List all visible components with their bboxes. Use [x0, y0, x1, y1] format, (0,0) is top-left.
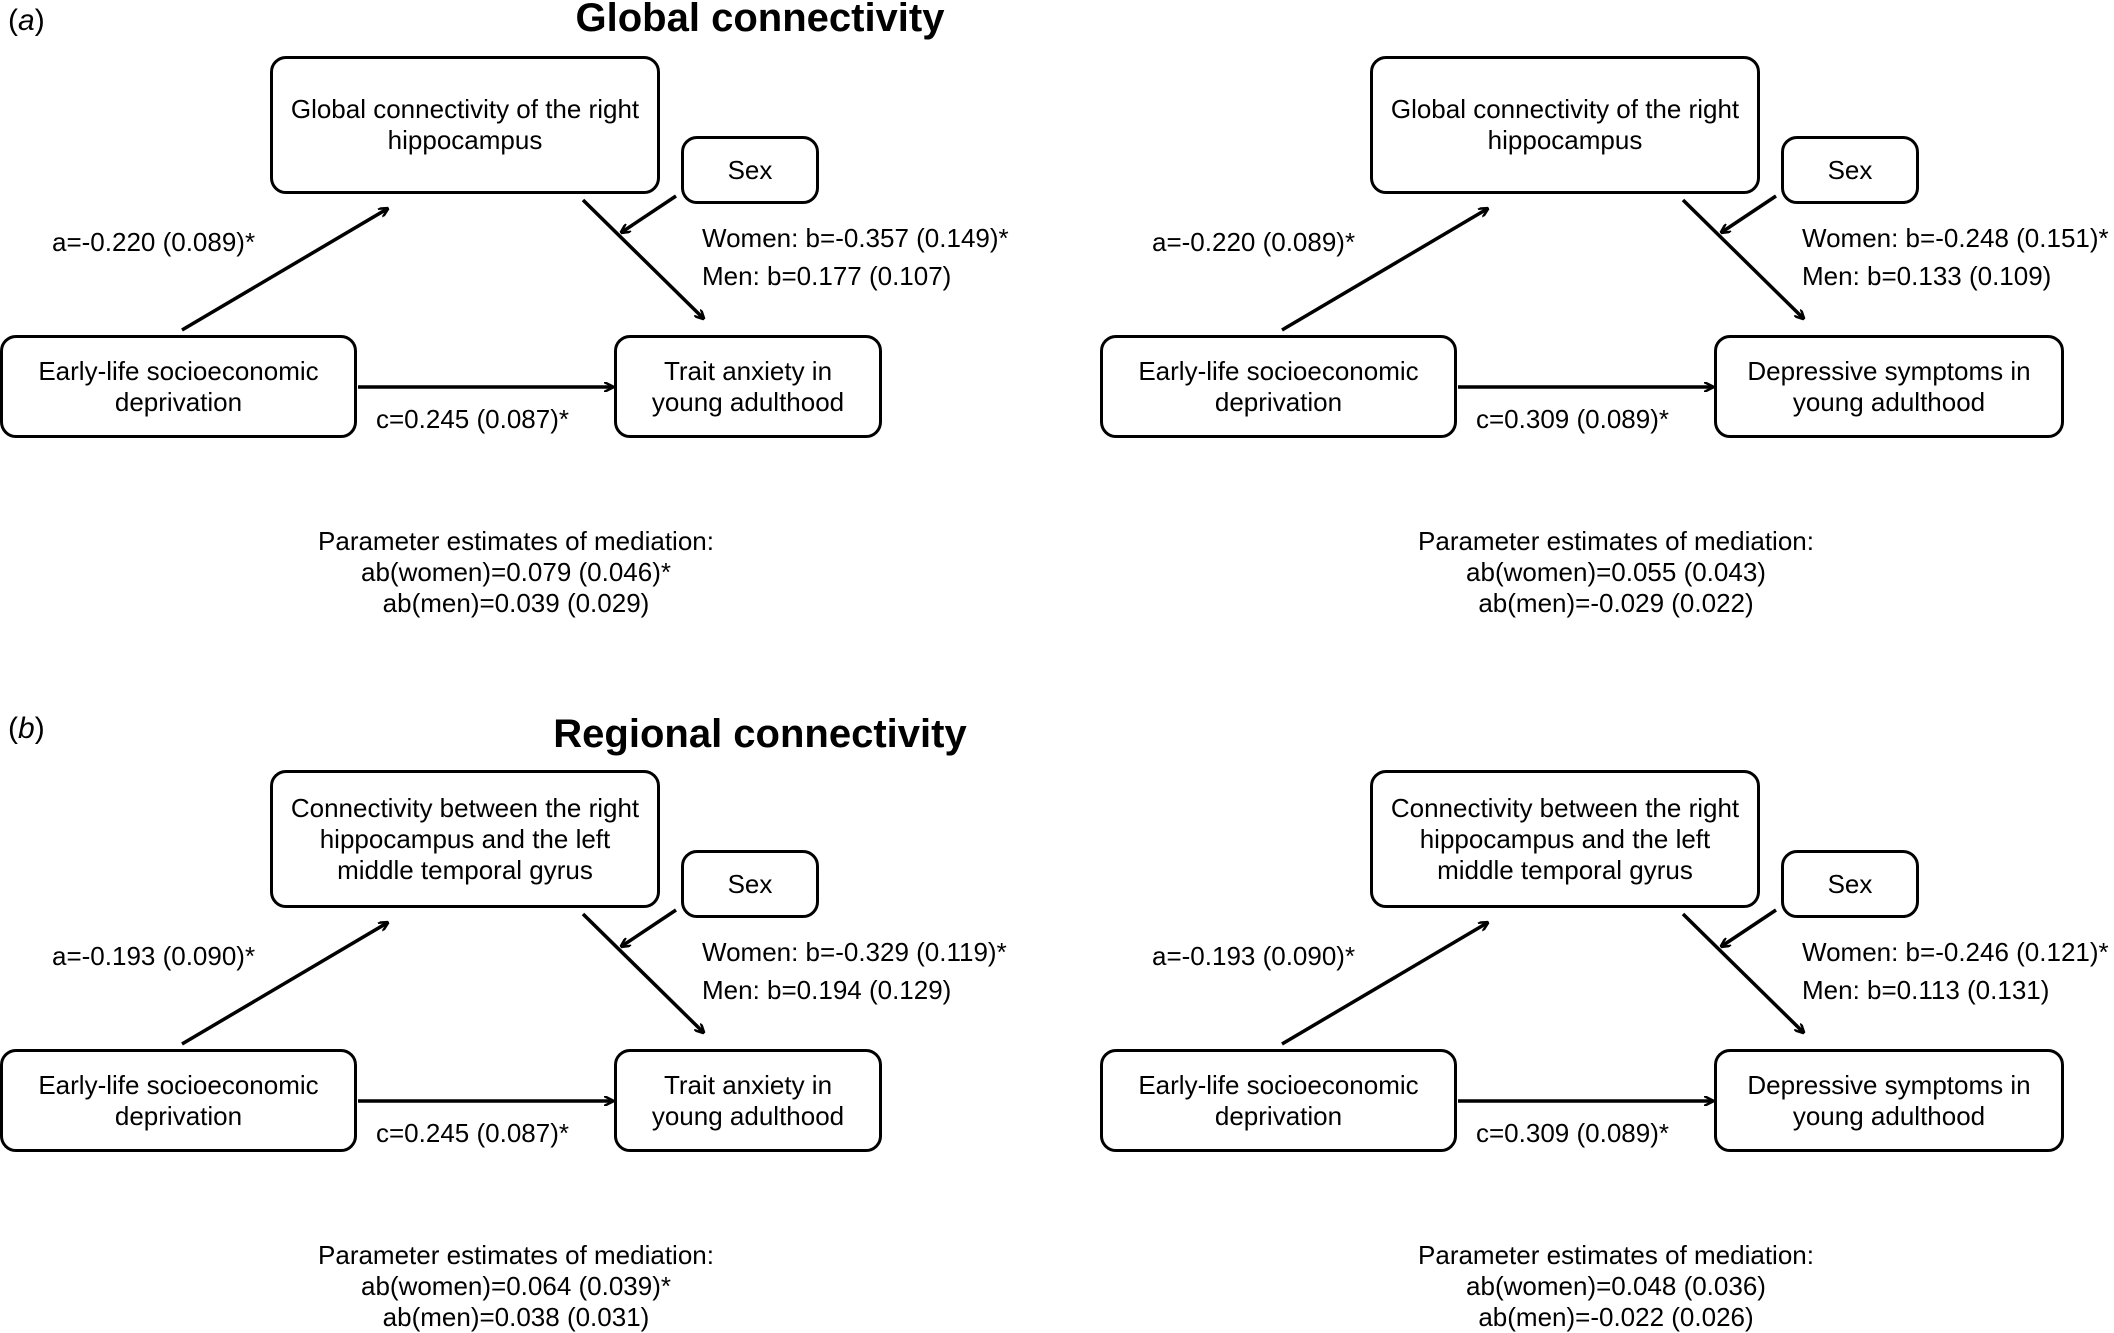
b-men-label: Men: b=0.133 (0.109) — [1802, 261, 2052, 291]
mediation-diagram-regional-depression — [1100, 714, 2114, 1332]
mediation-diagram-global-depression — [1100, 0, 2114, 618]
mediation-estimates: Parameter estimates of mediation: ab(women)=0.048 (0.036) ab(men)=-0.022 (0.026) — [1418, 1240, 1814, 1332]
mediator-box: Global connectivity of the right hippocampus — [270, 56, 660, 194]
moderator-box: Sex — [1781, 850, 1919, 918]
b-women-label: Women: b=-0.248 (0.151)* — [1802, 223, 2109, 253]
mediator-box: Connectivity between the right hippocampus and the left middle temporal gyrus — [1370, 770, 1760, 908]
b-men-label: Men: b=0.177 (0.107) — [702, 261, 952, 291]
b-women-label: Women: b=-0.357 (0.149)* — [702, 223, 1009, 253]
predictor-box: Early-life socioeconomic deprivation — [0, 335, 357, 438]
panel-letter-b: (b) — [8, 712, 45, 745]
mediation-diagram-global-anxiety — [0, 0, 1057, 618]
outcome-box: Depressive symptoms in young adulthood — [1714, 1049, 2064, 1152]
a-path-label: a=-0.193 (0.090)* — [1152, 941, 1356, 971]
moderator-arrow — [622, 196, 676, 232]
moderator-box: Sex — [681, 136, 819, 204]
panel-title-global: Global connectivity — [575, 0, 945, 40]
outcome-box: Trait anxiety in young adulthood — [614, 1049, 882, 1152]
a-path-label: a=-0.220 (0.089)* — [52, 227, 256, 257]
moderator-box: Sex — [1781, 136, 1919, 204]
c-path-label: c=0.245 (0.087)* — [376, 404, 569, 434]
mediation-diagram-regional-anxiety — [0, 714, 1057, 1332]
panel-letter-a: (a) — [8, 4, 45, 37]
a-path-label: a=-0.193 (0.090)* — [52, 941, 256, 971]
outcome-box: Trait anxiety in young adulthood — [614, 335, 882, 438]
b-women-label: Women: b=-0.246 (0.121)* — [1802, 937, 2109, 967]
predictor-box: Early-life socioeconomic deprivation — [1100, 1049, 1457, 1152]
mediation-estimates: Parameter estimates of mediation: ab(women)=0.079 (0.046)* ab(men)=0.039 (0.029) — [318, 526, 714, 618]
c-path-label: c=0.309 (0.089)* — [1476, 1118, 1669, 1148]
moderator-arrow — [1722, 910, 1776, 946]
c-path-label: c=0.245 (0.087)* — [376, 1118, 569, 1148]
moderator-box: Sex — [681, 850, 819, 918]
b-women-label: Women: b=-0.329 (0.119)* — [702, 937, 1007, 967]
moderator-arrow — [1722, 196, 1776, 232]
predictor-box: Early-life socioeconomic deprivation — [1100, 335, 1457, 438]
mediation-estimates: Parameter estimates of mediation: ab(women)=0.064 (0.039)* ab(men)=0.038 (0.031) — [318, 1240, 714, 1332]
moderator-arrow — [622, 910, 676, 946]
predictor-box: Early-life socioeconomic deprivation — [0, 1049, 357, 1152]
mediator-box: Connectivity between the right hippocampus and the left middle temporal gyrus — [270, 770, 660, 908]
mediator-box: Global connectivity of the right hippocampus — [1370, 56, 1760, 194]
a-path-label: a=-0.220 (0.089)* — [1152, 227, 1356, 257]
panel-title-regional: Regional connectivity — [553, 712, 967, 756]
b-men-label: Men: b=0.113 (0.131) — [1802, 975, 2050, 1005]
b-men-label: Men: b=0.194 (0.129) — [702, 975, 952, 1005]
outcome-box: Depressive symptoms in young adulthood — [1714, 335, 2064, 438]
c-path-label: c=0.309 (0.089)* — [1476, 404, 1669, 434]
mediation-estimates: Parameter estimates of mediation: ab(women)=0.055 (0.043) ab(men)=-0.029 (0.022) — [1418, 526, 1814, 618]
